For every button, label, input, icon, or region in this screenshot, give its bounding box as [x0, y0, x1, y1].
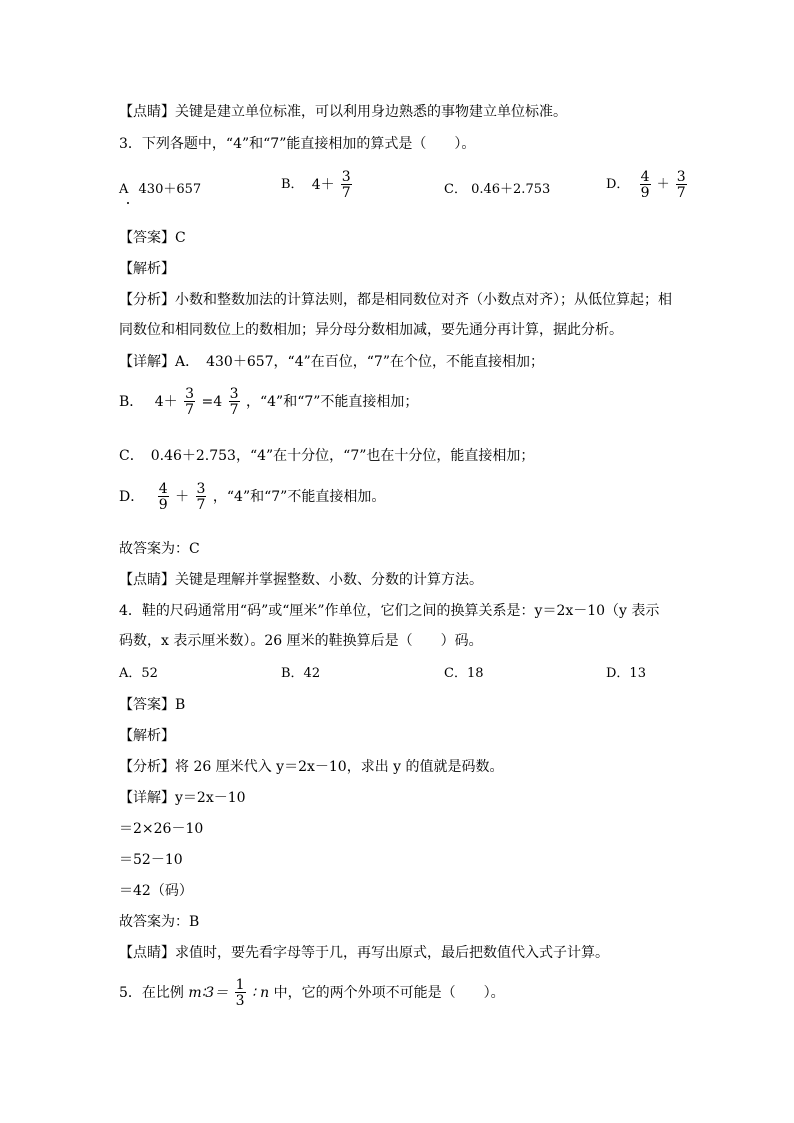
q3-option-b-denominator: 7 — [341, 185, 351, 201]
q3-detail-d-rest: ，“4”和“7”不能直接相加。 — [212, 489, 386, 505]
q3-option-a-label: A — [119, 182, 129, 197]
q3-detail-c: C． 0.46＋2.753，“4”在十分位，“7”也在十分位，能直接相加； — [119, 448, 535, 464]
q3-option-c-expr: 0.46＋2.753 — [471, 182, 551, 197]
q3-option-d — [606, 170, 689, 200]
q4-detail-line-3: ＝52－10 — [119, 852, 183, 868]
q3-option-b — [281, 170, 354, 200]
q3-tip: 【点睛】关键是理解并掌握整数、小数、分数的计算方法。 — [119, 572, 483, 588]
q4-answer: 【答案】B — [119, 697, 186, 713]
q3-detail-b-numerator-2: 3 — [229, 386, 239, 402]
q3-option-d-denominator-2: 7 — [676, 185, 686, 201]
q3-option-a — [119, 180, 201, 200]
q4-tip: 【点睛】求值时，要先看字母等于几，再写出原式，最后把数值代入式子计算。 — [119, 945, 609, 961]
q5-denominator: 3 — [235, 993, 245, 1009]
q3-answer: 【答案】C — [119, 230, 186, 246]
q4-option-b: B．42 — [281, 666, 321, 681]
q3-option-b-label: B． — [281, 177, 304, 192]
q3-option-b-whole: 4＋ — [311, 177, 335, 193]
q3-detail-b-denominator-2: 7 — [229, 402, 239, 418]
q4-analysis: 【分析】将 26 厘米代入 y＝2x－10，求出 y 的值就是码数。 — [119, 759, 504, 775]
q4-option-d: D．13 — [606, 666, 646, 681]
q2-tip: 【点睛】关键是建立单位标准，可以利用身边熟悉的事物建立单位标准。 — [119, 104, 567, 120]
q3-option-a-expr: 430＋657 — [138, 182, 202, 197]
q3-detail-b-denominator-1: 7 — [185, 402, 195, 418]
q4-stem-line-1: 4．鞋的尺码通常用“码”或“厘米”作单位，它们之间的换算关系是：y＝2x－10（y 表示 — [119, 603, 660, 619]
q4-detail-line-4: ＝42（码） — [119, 883, 193, 899]
q5-stem-prefix: 5．在比例 — [119, 985, 184, 1001]
q3-detail-d-denominator-2: 7 — [196, 497, 206, 513]
q3-analysis-line-2: 同数位和相同数位上的数相加；异分母分数相加减，要先通分再计算，据此分析。 — [119, 322, 623, 338]
q3-option-d-denominator-1: 9 — [640, 185, 650, 201]
q4-option-c: C．18 — [444, 666, 484, 681]
q4-detail-line-2: ＝2×26－10 — [119, 821, 204, 837]
q3-detail-d-fraction-1 — [158, 482, 169, 512]
q3-option-d-fraction-2 — [676, 170, 687, 200]
q3-detail-d-numerator-1: 4 — [158, 481, 168, 497]
q4-stem-line-2: 码数，x 表示厘米数）。26 厘米的鞋换算后是（ ）码。 — [119, 633, 483, 649]
q3-stem: 3．下列各题中，“4”和“7”能直接相加的算式是（ ）。 — [119, 136, 476, 152]
q3-detail-b-rest: ，“4”和“7”不能直接相加； — [245, 394, 419, 410]
q3-detail-b-fraction-2 — [229, 387, 240, 417]
q3-final-answer: 故答案为：C — [119, 541, 200, 557]
q4-final-answer: 故答案为：B — [119, 914, 200, 930]
q3-detail-d-fraction-2 — [196, 482, 207, 512]
q5-stem — [119, 978, 505, 1008]
q5-ratio-left: m∶3＝ — [188, 985, 229, 1001]
q4-detail-line-1: 【详解】y＝2x－10 — [119, 790, 246, 806]
q3-detail-a: 【详解】A． 430＋657，“4”在百位，“7”在个位，不能直接相加； — [119, 354, 544, 370]
q3-option-d-plus: ＋ — [656, 177, 670, 192]
q5-fraction — [235, 978, 246, 1008]
q3-detail-d — [119, 482, 385, 512]
q3-option-c-label: C． — [444, 182, 467, 197]
q3-option-d-fraction-1 — [640, 170, 651, 200]
q5-numerator: 1 — [235, 977, 245, 993]
q3-option-b-numerator: 3 — [341, 169, 351, 185]
q3-detail-d-denominator-1: 9 — [158, 497, 168, 513]
q3-detail-d-numerator-2: 3 — [196, 481, 206, 497]
q3-detail-b-fraction-1 — [184, 387, 195, 417]
q3-option-d-numerator-1: 4 — [640, 169, 650, 185]
q4-analysis-heading: 【解析】 — [119, 728, 175, 744]
q3-detail-d-plus: ＋ — [175, 489, 190, 505]
q4-option-a: A．52 — [119, 666, 158, 681]
q3-analysis-heading: 【解析】 — [119, 261, 175, 277]
q3-detail-b-whole: 4＋ — [154, 394, 178, 410]
q3-option-d-numerator-2: 3 — [676, 169, 686, 185]
q3-analysis-line-1: 【分析】小数和整数加法的计算法则，都是相同数位对齐（小数点对齐）；从低位算起；相 — [119, 292, 672, 308]
q3-detail-d-label: D． — [119, 489, 152, 505]
q3-option-a-dot — [127, 202, 129, 204]
q3-option-b-fraction — [341, 170, 352, 200]
q3-detail-b-numerator-1: 3 — [185, 386, 195, 402]
q3-detail-b — [119, 387, 418, 417]
q3-option-c — [444, 180, 550, 200]
q3-detail-b-label: B． — [119, 394, 151, 410]
q3-detail-b-equals: =4 — [201, 394, 223, 410]
q3-option-d-label: D． — [606, 177, 630, 192]
q5-ratio-right: ∶ n — [252, 985, 270, 1001]
q5-stem-suffix: 中，它的两个外项不可能是（ ）。 — [273, 985, 505, 1001]
